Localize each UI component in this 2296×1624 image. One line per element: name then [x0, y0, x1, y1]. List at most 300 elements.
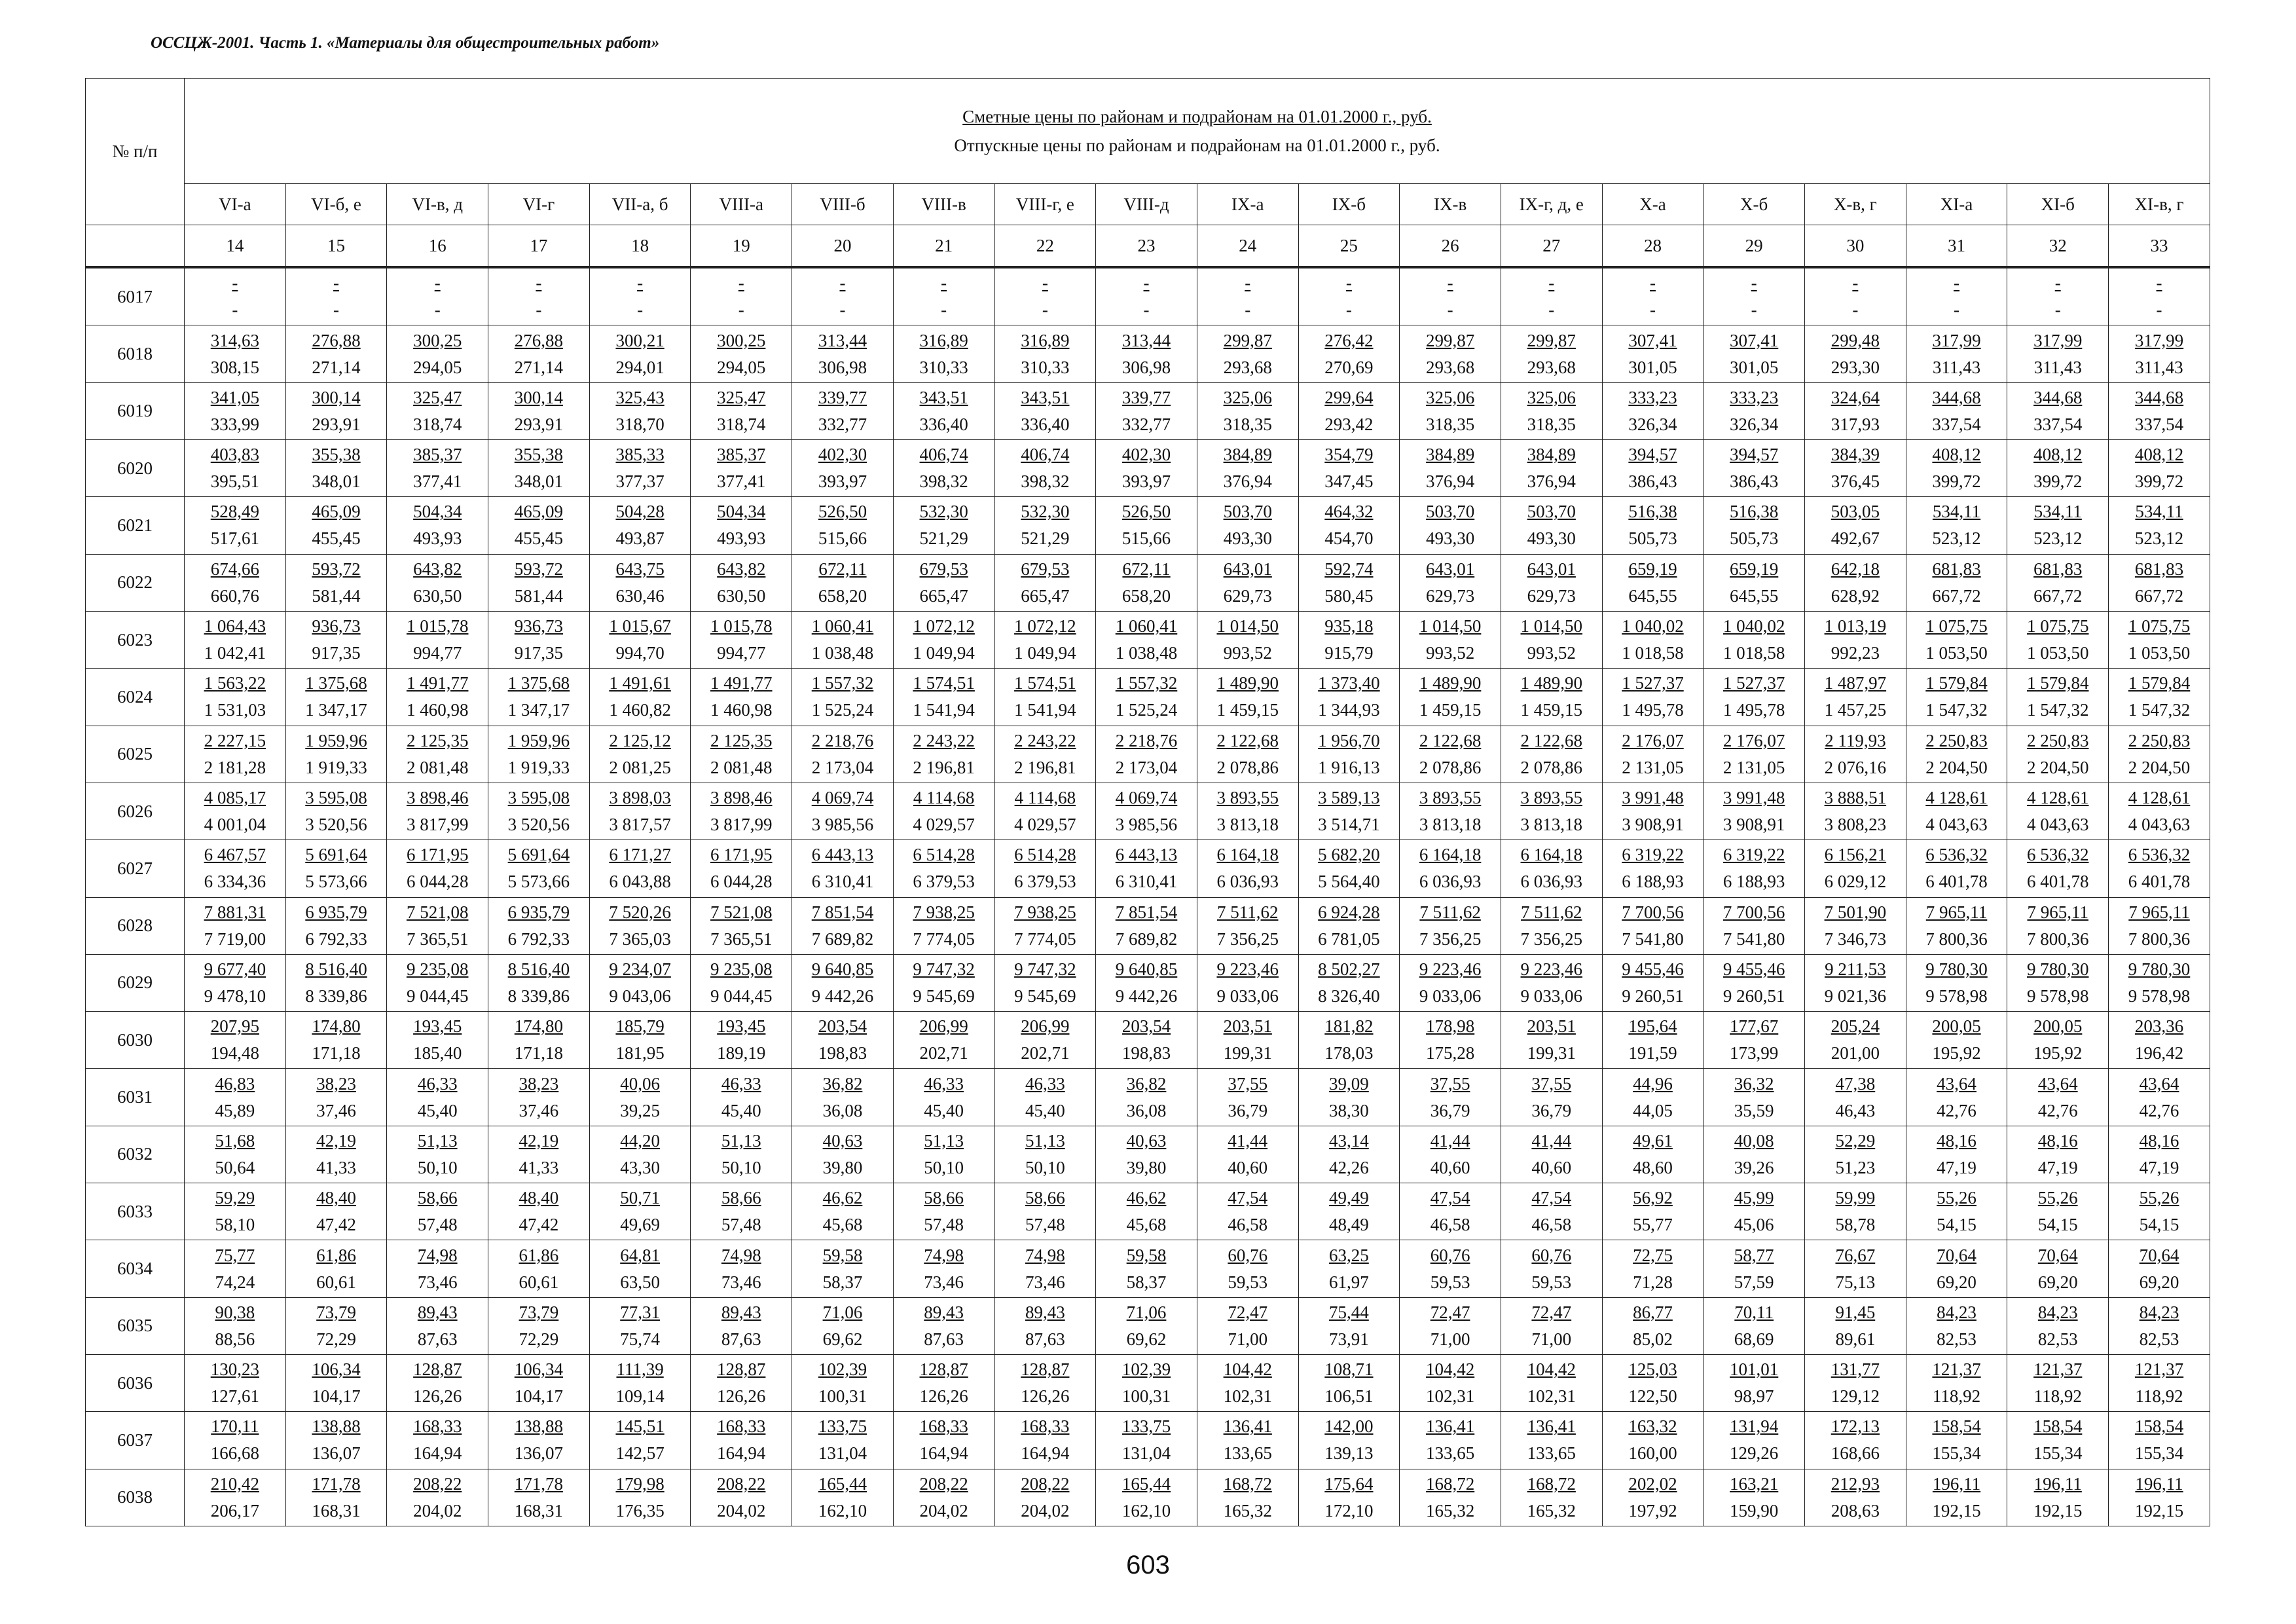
- price-cell: [1501, 554, 1602, 611]
- estimated-price: 76,67: [1835, 1245, 1876, 1265]
- estimated-price: 2 227,15: [204, 730, 266, 750]
- price-cell: [285, 267, 387, 325]
- column-header: VIII-а: [691, 184, 792, 225]
- estimated-price: 402,30: [1121, 445, 1171, 465]
- price-cell: [488, 840, 590, 897]
- table-row: [86, 954, 2210, 1011]
- estimated-price: 1 375,68: [305, 673, 367, 693]
- price-cell: [387, 267, 488, 325]
- price-cell: [1400, 382, 1501, 439]
- price-cell: [893, 497, 994, 554]
- price-cell: [994, 1240, 1096, 1297]
- release-price: 2 131,05: [1722, 757, 1785, 777]
- price-cell: [285, 1469, 387, 1526]
- estimated-price: 210,42: [210, 1473, 259, 1494]
- release-price: 48,49: [1329, 1215, 1369, 1235]
- release-price: 2 078,86: [1520, 757, 1583, 777]
- price-cell: [2007, 783, 2109, 840]
- release-price: 126,26: [413, 1386, 462, 1407]
- release-price: 36,08: [822, 1100, 863, 1120]
- price-cell: [387, 497, 488, 554]
- release-price: 100,31: [818, 1386, 867, 1407]
- release-price: 1 525,24: [811, 700, 874, 720]
- release-price: 181,95: [615, 1043, 665, 1063]
- estimated-price: 504,34: [413, 502, 462, 522]
- release-price: 3 817,99: [406, 815, 469, 835]
- table-row: [86, 554, 2210, 611]
- price-cell: [792, 1183, 894, 1240]
- estimated-price: 316,89: [919, 330, 968, 350]
- release-price: 118,92: [2135, 1386, 2183, 1407]
- release-price: 9 578,98: [2128, 986, 2191, 1006]
- table-row: [86, 783, 2210, 840]
- price-cell: [893, 1240, 994, 1297]
- release-price: 71,00: [1531, 1329, 1572, 1349]
- release-price: 399,72: [2134, 471, 2184, 492]
- release-price: 2 081,48: [710, 757, 773, 777]
- estimated-price: 6 164,18: [1419, 845, 1482, 865]
- estimated-price: 46,33: [1025, 1073, 1065, 1094]
- release-price: 376,94: [1425, 471, 1475, 492]
- estimated-price: 70,64: [1937, 1245, 1977, 1265]
- column-number: 30: [1805, 225, 1906, 268]
- estimated-price: 71,06: [1126, 1302, 1167, 1322]
- price-cell: [589, 783, 691, 840]
- release-price: 127,61: [210, 1386, 259, 1407]
- estimated-price: 40,08: [1734, 1130, 1774, 1151]
- estimated-price: 276,88: [514, 330, 564, 350]
- estimated-price: 504,28: [615, 502, 665, 522]
- estimated-price: 128,87: [413, 1359, 462, 1380]
- price-cell: [1096, 1126, 1197, 1183]
- price-cell: [1501, 1355, 1602, 1412]
- price-cell: [1602, 382, 1704, 439]
- release-price: 629,73: [1425, 585, 1475, 606]
- release-price: 50,64: [215, 1157, 255, 1177]
- price-cell: [2109, 840, 2210, 897]
- release-price: 164,94: [1021, 1443, 1070, 1464]
- estimated-price: 2 122,68: [1216, 730, 1279, 750]
- release-price: 6 310,41: [1115, 872, 1178, 892]
- estimated-price: 6 156,21: [1824, 845, 1887, 865]
- price-cell: [2007, 267, 2109, 325]
- estimated-price: 203,54: [1121, 1016, 1171, 1037]
- price-cell: [1400, 726, 1501, 783]
- estimated-price: 1 579,84: [2026, 673, 2089, 693]
- price-cell: [893, 840, 994, 897]
- estimated-price: 7 851,54: [811, 902, 874, 922]
- estimated-price: 181,82: [1324, 1016, 1374, 1037]
- estimated-price: 325,06: [1223, 387, 1272, 407]
- price-cell: [792, 669, 894, 726]
- estimated-price: 168,72: [1425, 1473, 1475, 1494]
- release-price: 42,76: [2139, 1100, 2179, 1120]
- price-cell: [2007, 611, 2109, 668]
- estimated-price: -: [1345, 273, 1352, 293]
- price-cell: [893, 726, 994, 783]
- estimated-price: 1 075,75: [1925, 616, 1988, 637]
- release-price: 665,47: [919, 585, 968, 606]
- price-cell: [589, 382, 691, 439]
- release-price: 36,79: [1531, 1100, 1572, 1120]
- estimated-price: 46,33: [417, 1073, 458, 1094]
- estimated-price: 354,79: [1324, 445, 1374, 465]
- price-cell: [792, 554, 894, 611]
- price-cell: [185, 1183, 286, 1240]
- estimated-price: -: [536, 273, 542, 293]
- estimated-price: 2 243,22: [1014, 730, 1076, 750]
- estimated-price: 6 171,27: [609, 845, 671, 865]
- price-cell: [1906, 1183, 2007, 1240]
- price-cell: [2007, 1412, 2109, 1469]
- release-price: 301,05: [1730, 357, 1779, 377]
- estimated-price: 61,86: [316, 1245, 356, 1265]
- release-price: 293,42: [1324, 414, 1374, 434]
- release-price: 159,90: [1730, 1500, 1779, 1521]
- estimated-price: 4 114,68: [913, 788, 975, 808]
- price-cell: [691, 669, 792, 726]
- estimated-price: 1 579,84: [1925, 673, 1988, 693]
- release-price: -: [1143, 300, 1150, 320]
- price-cell: [1501, 897, 1602, 954]
- price-cell: [2109, 1297, 2210, 1354]
- price-cell: [893, 440, 994, 497]
- price-cell: [1197, 382, 1298, 439]
- release-price: 9 033,06: [1520, 986, 1583, 1006]
- estimated-price: 171,78: [312, 1473, 361, 1494]
- row-id: 6019: [86, 382, 185, 439]
- price-cell: [691, 1355, 792, 1412]
- estimated-price: 131,77: [1831, 1359, 1880, 1380]
- release-price: 6 188,93: [1622, 872, 1684, 892]
- price-cell: [387, 726, 488, 783]
- estimated-price: 1 557,32: [811, 673, 874, 693]
- estimated-price: 384,89: [1425, 445, 1475, 465]
- release-price: 665,47: [1021, 585, 1070, 606]
- release-price: 293,91: [514, 414, 564, 434]
- price-cell: [691, 1126, 792, 1183]
- estimated-price: 75,44: [1329, 1302, 1369, 1322]
- estimated-price: 7 511,62: [1521, 902, 1582, 922]
- estimated-price: 9 640,85: [1115, 959, 1178, 979]
- price-cell: [1400, 1126, 1501, 1183]
- estimated-price: 403,83: [210, 445, 259, 465]
- release-price: 164,94: [717, 1443, 766, 1464]
- release-price: 994,70: [615, 643, 665, 663]
- estimated-price: 138,88: [514, 1416, 564, 1437]
- estimated-price: 106,34: [312, 1359, 361, 1380]
- estimated-price: 7 700,56: [1722, 902, 1785, 922]
- price-cell: [994, 267, 1096, 325]
- price-cell: [1602, 611, 1704, 668]
- estimated-price: -: [1852, 273, 1859, 293]
- release-price: 1 347,17: [507, 700, 570, 720]
- price-cell: [893, 669, 994, 726]
- price-cell: [691, 1412, 792, 1469]
- table-row: [86, 1469, 2210, 1526]
- row-id: 6037: [86, 1412, 185, 1469]
- release-price: 348,01: [312, 471, 361, 492]
- row-id: 6028: [86, 897, 185, 954]
- column-header: IX-б: [1298, 184, 1400, 225]
- release-price: 204,02: [717, 1500, 766, 1521]
- release-price: 5 573,66: [507, 872, 570, 892]
- price-cell: [2109, 897, 2210, 954]
- estimated-price: 385,37: [413, 445, 462, 465]
- estimated-price: 344,68: [2134, 387, 2184, 407]
- price-cell: [1096, 726, 1197, 783]
- price-cell: [1704, 897, 1805, 954]
- price-cell: [1602, 497, 1704, 554]
- estimated-price: 1 959,96: [305, 730, 367, 750]
- release-price: 87,63: [924, 1329, 964, 1349]
- release-price: 521,29: [919, 528, 968, 549]
- price-cell: [387, 1297, 488, 1354]
- release-price: 1 459,15: [1520, 700, 1583, 720]
- release-price: 1 919,33: [507, 757, 570, 777]
- column-header: X-а: [1602, 184, 1704, 225]
- release-price: 9 021,36: [1824, 986, 1887, 1006]
- corner-blank-cell: [86, 225, 185, 268]
- price-cell: [1197, 840, 1298, 897]
- release-price: 7 365,51: [710, 929, 773, 949]
- price-cell: [792, 1355, 894, 1412]
- estimated-price: 1 060,41: [811, 616, 874, 637]
- estimated-price: 1 956,70: [1318, 730, 1380, 750]
- estimated-price: 9 223,46: [1419, 959, 1482, 979]
- column-header: VIII-в: [893, 184, 994, 225]
- price-cell: [1197, 954, 1298, 1011]
- estimated-price: 158,54: [2033, 1416, 2083, 1437]
- release-price: 1 547,32: [2128, 700, 2191, 720]
- price-cell: [1400, 325, 1501, 382]
- estimated-price: 43,64: [1937, 1073, 1977, 1094]
- price-cell: [893, 267, 994, 325]
- price-cell: [1400, 669, 1501, 726]
- table-row: [86, 440, 2210, 497]
- estimated-price: 313,44: [818, 330, 867, 350]
- release-price: 6 188,93: [1722, 872, 1785, 892]
- estimated-price: 168,72: [1527, 1473, 1576, 1494]
- estimated-price: 43,14: [1329, 1130, 1369, 1151]
- estimated-price: 60,76: [1531, 1245, 1572, 1265]
- price-cell: [1704, 1126, 1805, 1183]
- price-cell: [589, 1126, 691, 1183]
- release-price: 6 401,78: [1925, 872, 1988, 892]
- estimated-price: 158,54: [2134, 1416, 2184, 1437]
- release-price: 194,48: [210, 1043, 259, 1063]
- release-price: 515,66: [818, 528, 867, 549]
- release-price: 9 043,06: [609, 986, 671, 1006]
- table-row: [86, 726, 2210, 783]
- price-cell: [1298, 267, 1400, 325]
- release-price: 131,04: [818, 1443, 867, 1464]
- estimated-price: 465,09: [514, 502, 564, 522]
- estimated-price: 317,99: [1932, 330, 1981, 350]
- estimated-price: 643,82: [413, 559, 462, 579]
- release-price: -: [1548, 300, 1555, 320]
- estimated-price: 1 013,19: [1824, 616, 1887, 637]
- release-price: 658,20: [818, 585, 867, 606]
- release-price: 98,97: [1734, 1386, 1774, 1407]
- release-price: 523,12: [1932, 528, 1981, 549]
- estimated-price: 74,98: [924, 1245, 964, 1265]
- release-price: 7 356,25: [1419, 929, 1482, 949]
- price-cell: [2007, 954, 2109, 1011]
- price-cell: [1298, 1183, 1400, 1240]
- price-cell: [285, 554, 387, 611]
- estimated-price: 7 501,90: [1824, 902, 1887, 922]
- release-price: 348,01: [514, 471, 564, 492]
- estimated-price: 343,51: [1021, 387, 1070, 407]
- price-cell: [2109, 783, 2210, 840]
- release-price: -: [2054, 300, 2061, 320]
- price-cell: [1704, 440, 1805, 497]
- price-cell: [2007, 1297, 2109, 1354]
- release-price: 311,43: [2135, 357, 2183, 377]
- estimated-price: 200,05: [1932, 1016, 1981, 1037]
- estimated-price: 659,19: [1628, 559, 1677, 579]
- release-price: 133,65: [1527, 1443, 1576, 1464]
- release-price: 493,93: [413, 528, 462, 549]
- price-cell: [1298, 497, 1400, 554]
- release-price: 376,94: [1223, 471, 1272, 492]
- estimated-price: 40,63: [1126, 1130, 1167, 1151]
- estimated-price: 2 250,83: [1925, 730, 1988, 750]
- release-price: 1 049,94: [1014, 643, 1076, 663]
- release-price: 505,73: [1730, 528, 1779, 549]
- release-price: 7 800,36: [2128, 929, 2191, 949]
- release-price: 1 049,94: [913, 643, 975, 663]
- release-price: 133,65: [1223, 1443, 1272, 1464]
- estimated-price: 73,79: [316, 1302, 356, 1322]
- release-price: 581,44: [514, 585, 564, 606]
- estimated-price: 3 595,08: [507, 788, 570, 808]
- estimated-price: 6 319,22: [1722, 845, 1785, 865]
- estimated-price: 206,99: [1021, 1016, 1070, 1037]
- estimated-price: 408,12: [2134, 445, 2184, 465]
- release-price: 6 044,28: [406, 872, 469, 892]
- estimated-price: 168,33: [717, 1416, 766, 1437]
- price-cell: [1704, 669, 1805, 726]
- release-price: 122,50: [1628, 1386, 1677, 1407]
- estimated-price: 111,39: [616, 1359, 664, 1380]
- release-price: 1 541,94: [1014, 700, 1076, 720]
- release-price: 306,98: [1121, 357, 1171, 377]
- estimated-price: 185,79: [615, 1016, 665, 1037]
- release-price: 171,18: [312, 1043, 361, 1063]
- release-price: 1 053,50: [2128, 643, 2191, 663]
- release-price: 50,10: [417, 1157, 458, 1177]
- column-header: VIII-г, е: [994, 184, 1096, 225]
- estimated-price: 58,66: [417, 1188, 458, 1208]
- release-price: 270,69: [1324, 357, 1374, 377]
- price-cell: [2007, 440, 2109, 497]
- estimated-price: 1 075,75: [2128, 616, 2191, 637]
- price-cell: [185, 840, 286, 897]
- estimated-price: -: [434, 273, 441, 293]
- price-cell: [589, 897, 691, 954]
- price-cell: [1906, 783, 2007, 840]
- price-cell: [285, 840, 387, 897]
- release-price: 1 919,33: [305, 757, 367, 777]
- price-cell: [185, 1469, 286, 1526]
- price-cell: [1096, 669, 1197, 726]
- estimated-price: 674,66: [210, 559, 259, 579]
- estimated-price: 89,43: [417, 1302, 458, 1322]
- price-cell: [691, 267, 792, 325]
- price-cell: [2109, 1126, 2210, 1183]
- estimated-price: 299,87: [1425, 330, 1475, 350]
- price-cell: [691, 497, 792, 554]
- price-cell: [691, 783, 792, 840]
- price-cell: [1096, 497, 1197, 554]
- price-cell: [1602, 1469, 1704, 1526]
- estimated-price: 51,13: [924, 1130, 964, 1151]
- release-price: 521,29: [1021, 528, 1070, 549]
- price-cell: [792, 897, 894, 954]
- estimated-price: 170,11: [211, 1416, 259, 1437]
- estimated-price: 936,73: [514, 616, 564, 637]
- price-cell: [1704, 954, 1805, 1011]
- release-price: 87,63: [417, 1329, 458, 1349]
- estimated-price: 6 443,13: [811, 845, 874, 865]
- estimated-price: 64,81: [620, 1245, 660, 1265]
- release-price: 377,41: [717, 471, 766, 492]
- estimated-price: 203,36: [2134, 1016, 2184, 1037]
- price-cell: [387, 1469, 488, 1526]
- price-cell: [1400, 897, 1501, 954]
- price-cell: [1400, 954, 1501, 1011]
- estimated-price: 51,13: [417, 1130, 458, 1151]
- release-price: 162,10: [1121, 1500, 1171, 1521]
- price-cell: [488, 1012, 590, 1069]
- estimated-price: 86,77: [1633, 1302, 1673, 1322]
- price-cell: [994, 382, 1096, 439]
- release-price: 2 204,50: [2128, 757, 2191, 777]
- release-price: 3 985,56: [1115, 815, 1178, 835]
- price-cell: [691, 440, 792, 497]
- estimated-price: 325,06: [1527, 387, 1576, 407]
- estimated-price: 935,18: [1324, 616, 1374, 637]
- release-price: 59,53: [1228, 1272, 1268, 1292]
- release-price: 398,32: [919, 471, 968, 492]
- release-price: -: [232, 300, 238, 320]
- column-header-row: [86, 184, 2210, 225]
- estimated-price: 138,88: [312, 1416, 361, 1437]
- release-price: 1 525,24: [1115, 700, 1178, 720]
- price-cell: [691, 1069, 792, 1126]
- row-id: 6018: [86, 325, 185, 382]
- release-price: 57,48: [1025, 1215, 1065, 1235]
- price-cell: [893, 325, 994, 382]
- estimated-price: 48,40: [519, 1188, 559, 1208]
- release-price: 310,33: [1021, 357, 1070, 377]
- price-cell: [1197, 1126, 1298, 1183]
- release-price: 59,53: [1531, 1272, 1572, 1292]
- price-cell: [2007, 382, 2109, 439]
- release-price: 155,34: [1932, 1443, 1981, 1464]
- estimated-price: 7 851,54: [1115, 902, 1178, 922]
- estimated-price: 3 991,48: [1722, 788, 1785, 808]
- price-cell: [792, 783, 894, 840]
- release-price: 133,65: [1425, 1443, 1475, 1464]
- release-price: 2 196,81: [913, 757, 975, 777]
- price-cell: [1096, 267, 1197, 325]
- price-cell: [285, 954, 387, 1011]
- estimated-price: 7 965,11: [1925, 902, 1988, 922]
- price-cell: [387, 669, 488, 726]
